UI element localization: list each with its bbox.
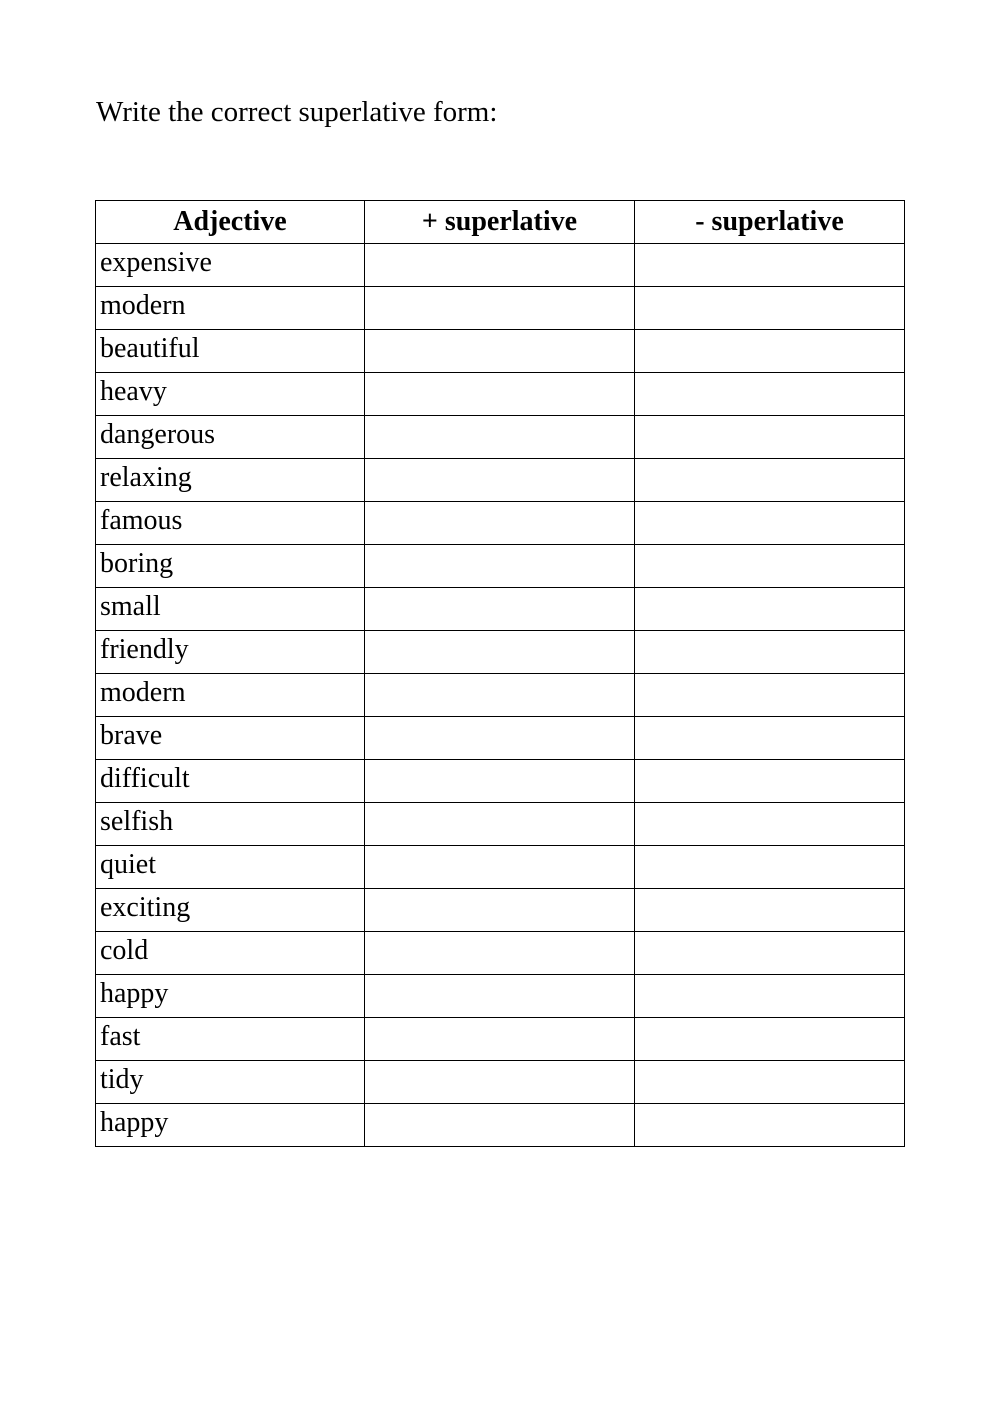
plus-superlative-answer-cell[interactable] xyxy=(365,631,635,674)
superlative-table xyxy=(95,200,905,1147)
table-row xyxy=(96,1018,905,1061)
adjective-cell: relaxing xyxy=(96,459,365,502)
table-row xyxy=(96,287,905,330)
header-row xyxy=(96,201,905,244)
adjective-cell: quiet xyxy=(96,846,365,889)
adjective-cell: fast xyxy=(96,1018,365,1061)
plus-superlative-answer-cell[interactable] xyxy=(365,588,635,631)
minus-superlative-answer-cell[interactable] xyxy=(635,287,905,330)
minus-superlative-answer-cell[interactable] xyxy=(635,416,905,459)
minus-superlative-answer-cell[interactable] xyxy=(635,588,905,631)
table-row xyxy=(96,545,905,588)
minus-superlative-answer-cell[interactable] xyxy=(635,846,905,889)
minus-superlative-answer-cell[interactable] xyxy=(635,803,905,846)
table-row xyxy=(96,932,905,975)
table-row xyxy=(96,1061,905,1104)
header-plus-superlative: + superlative xyxy=(365,201,635,244)
table-row xyxy=(96,846,905,889)
adjective-cell: boring xyxy=(96,545,365,588)
table-row xyxy=(96,330,905,373)
adjective-cell: brave xyxy=(96,717,365,760)
plus-superlative-answer-cell[interactable] xyxy=(365,760,635,803)
table-row xyxy=(96,760,905,803)
header-adjective: Adjective xyxy=(96,201,365,244)
minus-superlative-answer-cell[interactable] xyxy=(635,760,905,803)
plus-superlative-answer-cell[interactable] xyxy=(365,1061,635,1104)
table-row xyxy=(96,889,905,932)
table-row xyxy=(96,631,905,674)
table-row xyxy=(96,803,905,846)
minus-superlative-answer-cell[interactable] xyxy=(635,373,905,416)
plus-superlative-answer-cell[interactable] xyxy=(365,545,635,588)
table-row xyxy=(96,502,905,545)
plus-superlative-answer-cell[interactable] xyxy=(365,717,635,760)
plus-superlative-answer-cell[interactable] xyxy=(365,330,635,373)
plus-superlative-answer-cell[interactable] xyxy=(365,932,635,975)
adjective-cell: expensive xyxy=(96,244,365,287)
plus-superlative-answer-cell[interactable] xyxy=(365,803,635,846)
adjective-cell: famous xyxy=(96,502,365,545)
adjective-cell: small xyxy=(96,588,365,631)
table-row xyxy=(96,244,905,287)
minus-superlative-answer-cell[interactable] xyxy=(635,459,905,502)
adjective-cell: selfish xyxy=(96,803,365,846)
adjective-cell: happy xyxy=(96,1104,365,1147)
minus-superlative-answer-cell[interactable] xyxy=(635,1061,905,1104)
adjective-cell: modern xyxy=(96,674,365,717)
plus-superlative-answer-cell[interactable] xyxy=(365,416,635,459)
adjective-cell: exciting xyxy=(96,889,365,932)
minus-superlative-answer-cell[interactable] xyxy=(635,975,905,1018)
adjective-cell: friendly xyxy=(96,631,365,674)
minus-superlative-answer-cell[interactable] xyxy=(635,717,905,760)
plus-superlative-answer-cell[interactable] xyxy=(365,674,635,717)
plus-superlative-answer-cell[interactable] xyxy=(365,287,635,330)
table-row xyxy=(96,674,905,717)
adjective-cell: dangerous xyxy=(96,416,365,459)
minus-superlative-answer-cell[interactable] xyxy=(635,1104,905,1147)
minus-superlative-answer-cell[interactable] xyxy=(635,889,905,932)
minus-superlative-answer-cell[interactable] xyxy=(635,932,905,975)
adjective-cell: cold xyxy=(96,932,365,975)
minus-superlative-answer-cell[interactable] xyxy=(635,1018,905,1061)
plus-superlative-answer-cell[interactable] xyxy=(365,244,635,287)
minus-superlative-answer-cell[interactable] xyxy=(635,330,905,373)
plus-superlative-answer-cell[interactable] xyxy=(365,373,635,416)
header-minus-superlative: - superlative xyxy=(635,201,905,244)
table-row xyxy=(96,588,905,631)
table-row xyxy=(96,459,905,502)
plus-superlative-answer-cell[interactable] xyxy=(365,502,635,545)
plus-superlative-answer-cell[interactable] xyxy=(365,889,635,932)
instruction-text: Write the correct superlative form: xyxy=(96,96,498,128)
table-row xyxy=(96,717,905,760)
minus-superlative-answer-cell[interactable] xyxy=(635,545,905,588)
adjective-cell: modern xyxy=(96,287,365,330)
adjective-cell: beautiful xyxy=(96,330,365,373)
plus-superlative-answer-cell[interactable] xyxy=(365,846,635,889)
plus-superlative-answer-cell[interactable] xyxy=(365,1104,635,1147)
table-row xyxy=(96,416,905,459)
minus-superlative-answer-cell[interactable] xyxy=(635,502,905,545)
table-body xyxy=(96,244,905,1147)
adjective-cell: difficult xyxy=(96,760,365,803)
plus-superlative-answer-cell[interactable] xyxy=(365,459,635,502)
adjective-cell: heavy xyxy=(96,373,365,416)
plus-superlative-answer-cell[interactable] xyxy=(365,975,635,1018)
table-row xyxy=(96,1104,905,1147)
adjective-cell: happy xyxy=(96,975,365,1018)
table-row xyxy=(96,975,905,1018)
plus-superlative-answer-cell[interactable] xyxy=(365,1018,635,1061)
minus-superlative-answer-cell[interactable] xyxy=(635,674,905,717)
minus-superlative-answer-cell[interactable] xyxy=(635,244,905,287)
minus-superlative-answer-cell[interactable] xyxy=(635,631,905,674)
adjective-cell: tidy xyxy=(96,1061,365,1104)
table-row xyxy=(96,373,905,416)
